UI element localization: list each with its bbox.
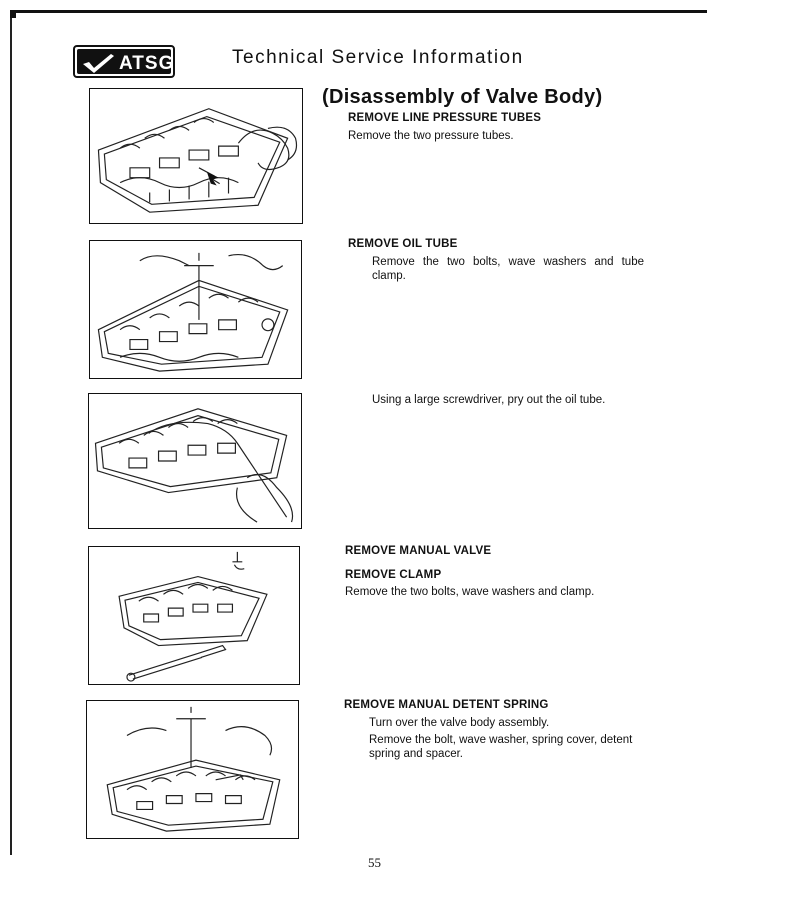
valve-body-illustration: [87, 701, 298, 838]
heading-remove-manual-detent-spring: REMOVE MANUAL DETENT SPRING: [344, 699, 549, 711]
logo-text: ATSG: [119, 53, 175, 74]
text-remove-detent-spring: Remove the bolt, wave washer, spring cover, detent spring and spacer.: [369, 734, 633, 760]
heading-remove-oil-tube: REMOVE OIL TUBE: [348, 238, 458, 250]
top-rule: [10, 10, 707, 13]
page-heading: (Disassembly of Valve Body): [322, 86, 603, 108]
valve-body-illustration: [89, 547, 299, 684]
valve-body-illustration: [90, 241, 301, 378]
figure-manual-valve: [88, 546, 300, 685]
text-pry-oil-tube: Using a large screwdriver, pry out the oil tube.: [372, 394, 606, 406]
valve-body-illustration: [90, 89, 302, 223]
text-remove-bolts-tube-clamp: Remove the two bolts, wave washers and tube clamp.: [372, 256, 644, 282]
checkmark-icon: [81, 52, 115, 74]
corner-mark: [10, 10, 16, 18]
figure-line-pressure-tubes: [89, 88, 303, 224]
text-remove-bolts-clamp: Remove the two bolts, wave washers and clamp.: [345, 586, 595, 598]
header-title: Technical Service Information: [232, 47, 524, 68]
heading-remove-clamp: REMOVE CLAMP: [345, 569, 442, 581]
figure-pry-oil-tube: [88, 393, 302, 529]
figure-manual-detent-spring: [86, 700, 299, 839]
text-remove-pressure-tubes: Remove the two pressure tubes.: [348, 130, 514, 142]
heading-remove-line-pressure-tubes: REMOVE LINE PRESSURE TUBES: [348, 112, 542, 124]
text-turn-over-valve-body: Turn over the valve body assembly.: [369, 717, 550, 729]
atsg-logo: [73, 45, 175, 78]
left-rule: [10, 10, 12, 855]
valve-body-illustration: [89, 394, 301, 528]
page-number: 55: [368, 855, 381, 870]
heading-remove-manual-valve: REMOVE MANUAL VALVE: [345, 545, 492, 557]
figure-oil-tube: [89, 240, 302, 379]
